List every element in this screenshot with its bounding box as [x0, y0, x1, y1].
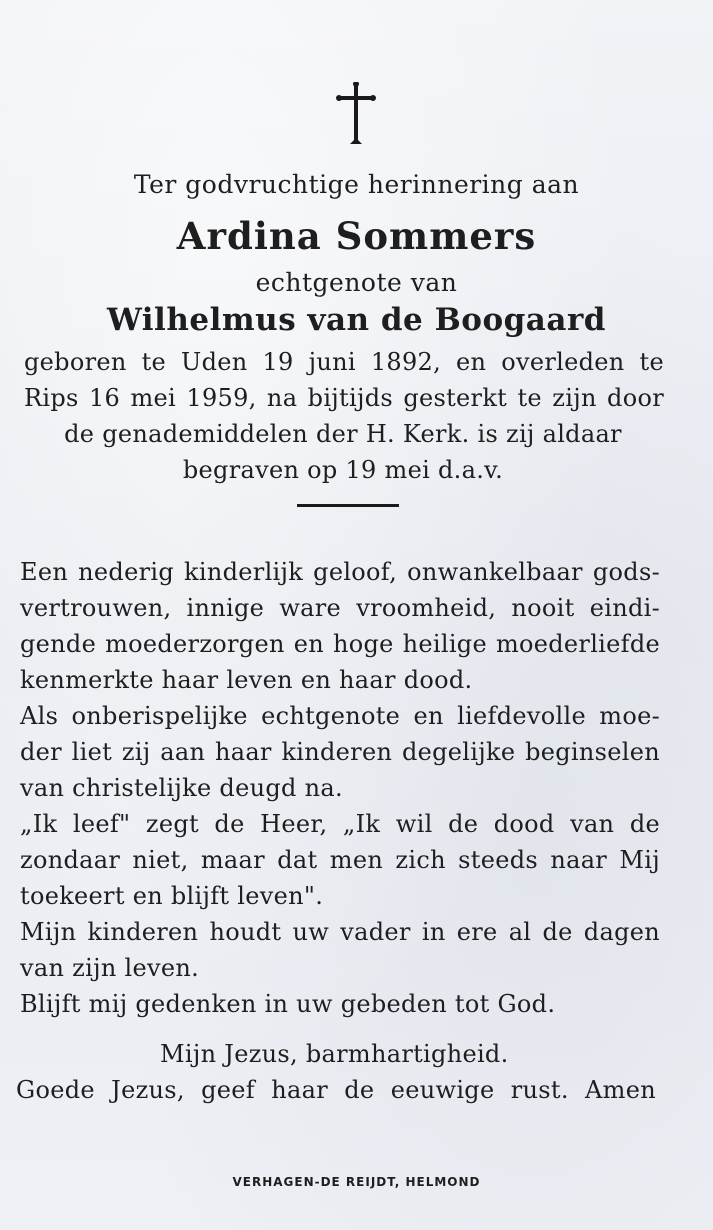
bio-line: Rips 16 mei 1959, na bijtijds gesterkt te zijn door: [24, 384, 664, 412]
verse-line: Mijn kinderen houdt uw vader in ere al de dagen: [20, 918, 660, 946]
divider-rule: [297, 504, 399, 507]
intro-text: Ter godvruchtige herinnering aan: [133, 170, 580, 199]
verse-line: Blijft mij gedenken in uw gebeden tot God.: [20, 990, 556, 1018]
verse-line: der liet zij aan haar kinderen degelijke beginselen: [20, 738, 660, 766]
verse-line: „Ik leef" zegt de Heer, „Ik wil de dood van de: [20, 810, 660, 838]
deceased-name: Ardina Sommers: [176, 214, 537, 258]
verse-line: kenmerkte haar leven en haar dood.: [20, 666, 473, 694]
bio-line: de genademiddelen der H. Kerk. is zij aldaar: [64, 420, 622, 448]
bio-line: begraven op 19 mei d.a.v.: [182, 456, 504, 484]
cross-icon: [336, 82, 376, 146]
verse-line: Als onberispelijke echtgenote en liefdevolle moe-: [20, 702, 660, 730]
verse-line: van zijn leven.: [20, 954, 200, 982]
spouse-name: Wilhelmus van de Boogaard: [107, 302, 606, 338]
bio-line: geboren te Uden 19 juni 1892, en overleden te: [24, 348, 664, 376]
verse-line: toekeert en blijft leven".: [20, 882, 324, 910]
printer-credit: VERHAGEN-DE REIJDT, HELMOND: [232, 1175, 481, 1189]
verse-line: zondaar niet, maar dat men zich steeds naar Mij: [20, 846, 660, 874]
verse-line: van christelijke deugd na.: [20, 774, 343, 802]
spouse-label: echtgenote van: [255, 268, 458, 297]
verse-line: vertrouwen, innige ware vroomheid, nooit eindi-: [20, 594, 660, 622]
prayer-line: Mijn Jezus, barmhartigheid.: [160, 1040, 509, 1068]
verse-line: gende moederzorgen en hoge heilige moederliefde: [20, 630, 660, 658]
verse-line: Een nederig kinderlijk geloof, onwankelbaar gods-: [20, 558, 660, 586]
prayer-line: Goede Jezus, geef haar de eeuwige rust. Amen: [16, 1076, 656, 1104]
